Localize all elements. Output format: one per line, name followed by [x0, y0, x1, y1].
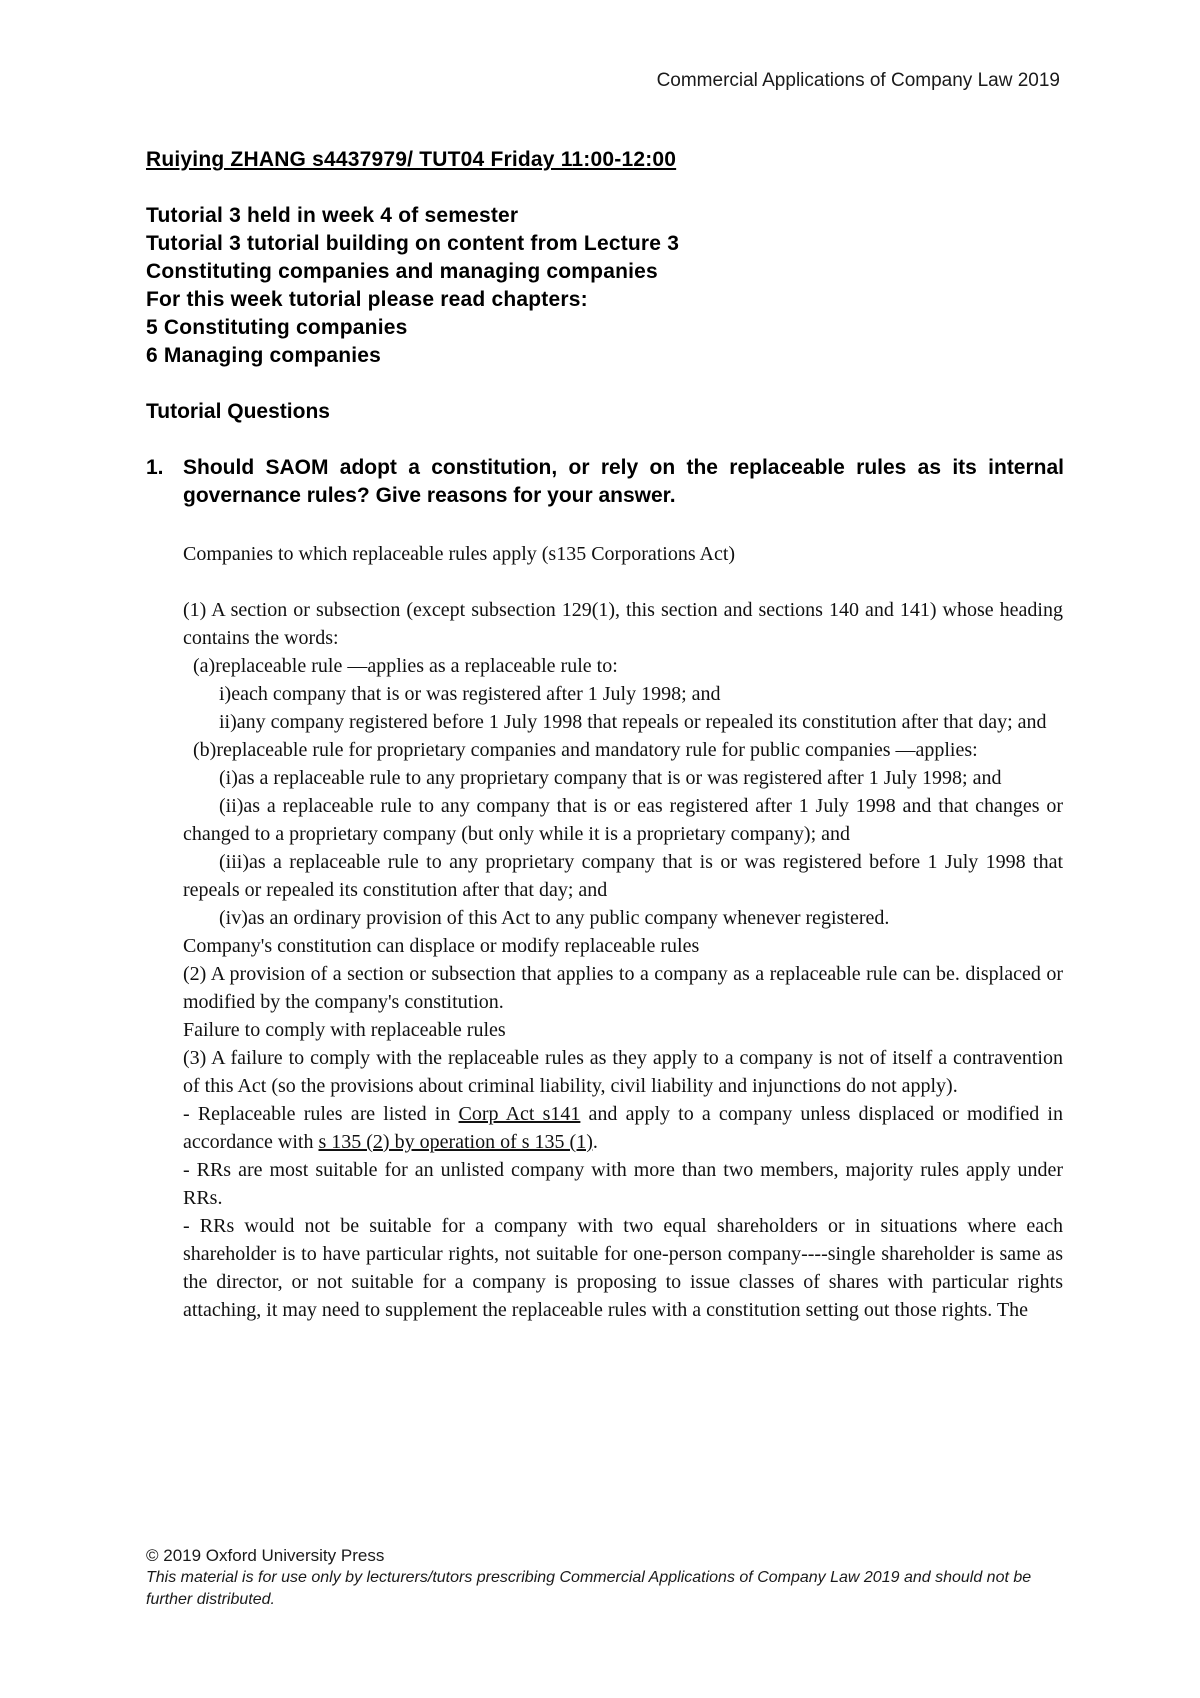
distribution-disclaimer: This material is for use only by lecturers/tutors prescribing Commercial Applications of Company Law 2019 and should not be further distributed.	[146, 1569, 1032, 1608]
student-info-line: Ruiying ZHANG s4437979/ TUT04 Friday 11:00-12:00	[146, 148, 677, 171]
paragraph-a-ii	[183, 708, 1063, 736]
paragraph-a: (a)replaceable rule —applies as a replaceable rule to:	[193, 655, 618, 677]
intro-line: 6 Managing companies	[146, 344, 382, 367]
paragraph-a-ii-text: ii)any company registered before 1 July 1998 that repeals or repealed its constitution after that day; and	[219, 711, 1047, 733]
subheading-3: Failure to comply with replaceable rules	[183, 1019, 506, 1041]
paragraph-b-text: (b)replaceable rule for proprietary companies and mandatory rule for public companies —applies:	[193, 739, 978, 761]
paragraph-b-i	[183, 764, 1063, 792]
intro-line: For this week tutorial please read chapters:	[146, 288, 588, 311]
bullet-1-mid: and apply to a company unless displaced or modified in accordance with	[183, 1103, 1063, 1153]
intro-line: 5 Constituting companies	[146, 316, 408, 339]
intro-line: Constituting companies and managing companies	[146, 260, 658, 283]
paragraph-a-i: i)each company that is or was registered after 1 July 1998; and	[219, 683, 721, 705]
paragraph-b	[183, 736, 1063, 764]
subsection-3: (3) A failure to comply with the replaceable rules as they apply to a company is not of itself a contravention of this Act (so the provisions about criminal liability, civil liability and injunctions do not apply).	[183, 1047, 1063, 1097]
answer-heading: Companies to which replaceable rules apply (s135 Corporations Act)	[183, 543, 736, 565]
paragraph-b-iii	[183, 848, 1063, 904]
section-title: Tutorial Questions	[146, 400, 330, 423]
intro-block	[146, 146, 1066, 370]
paragraph-b-i-text: (i)as a replaceable rule to any proprietary company that is or was registered after 1 July 1998; and	[219, 767, 1002, 789]
question-number: 1.	[146, 456, 164, 479]
running-header: Commercial Applications of Company Law 2019	[656, 70, 1060, 91]
copyright-notice: © 2019 Oxford University Press	[146, 1546, 385, 1565]
bullet-1	[183, 1100, 1063, 1156]
bullet-1-pre: - Replaceable rules are listed in	[183, 1103, 459, 1125]
paragraph-b-iii-text: (iii)as a replaceable rule to any proprietary company that is or was registered before 1 July 1998 that repeals or repealed its constitution after that day; and	[183, 851, 1063, 901]
bullet-3: - RRs would not be suitable for a company with two equal shareholders or in situations where each shareholder is to have particular rights, not suitable for one-person company----single shareholder is same as the director, or not suitable for a company is proposing to issue classes of shares with particular rights attaching, it may need to supplement the replaceable rules with a constitution setting out those rights. The	[183, 1215, 1063, 1321]
bullet-1-post: .	[592, 1131, 598, 1153]
answer-body	[183, 540, 1063, 1324]
bullet-2: - RRs are most suitable for an unlisted company with more than two members, majority rules apply under RRs.	[183, 1159, 1063, 1209]
corp-act-s141-link[interactable]: Corp Act s141	[458, 1103, 581, 1125]
question-text: Should SAOM adopt a constitution, or rely on the replaceable rules as its internal governance rules? Give reasons for your answer.	[183, 456, 1064, 507]
subheading-2: Company's constitution can displace or modify replaceable rules	[183, 935, 700, 957]
subsection-2: (2) A provision of a section or subsection that applies to a company as a replaceable rule can be. displaced or modified by the company's constitution.	[183, 963, 1063, 1013]
question-1	[146, 454, 1064, 510]
intro-line: Tutorial 3 tutorial building on content from Lecture 3	[146, 232, 680, 255]
page-footer	[146, 1545, 1066, 1611]
intro-line: Tutorial 3 held in week 4 of semester	[146, 204, 519, 227]
paragraph-b-ii	[183, 792, 1063, 848]
subsection-1: (1) A section or subsection (except subsection 129(1), this section and sections 140 and 141) whose heading contains the words:	[183, 599, 1063, 649]
paragraph-b-iv: (iv)as an ordinary provision of this Act to any public company whenever registered.	[219, 907, 890, 929]
paragraph-b-ii-text: (ii)as a replaceable rule to any company that is or eas registered after 1 July 1998 and that changes or changed to a proprietary company (but only while it is a proprietary company); and	[183, 795, 1063, 845]
s135-link[interactable]: s 135 (2) by operation of s 135 (1)	[318, 1131, 593, 1153]
